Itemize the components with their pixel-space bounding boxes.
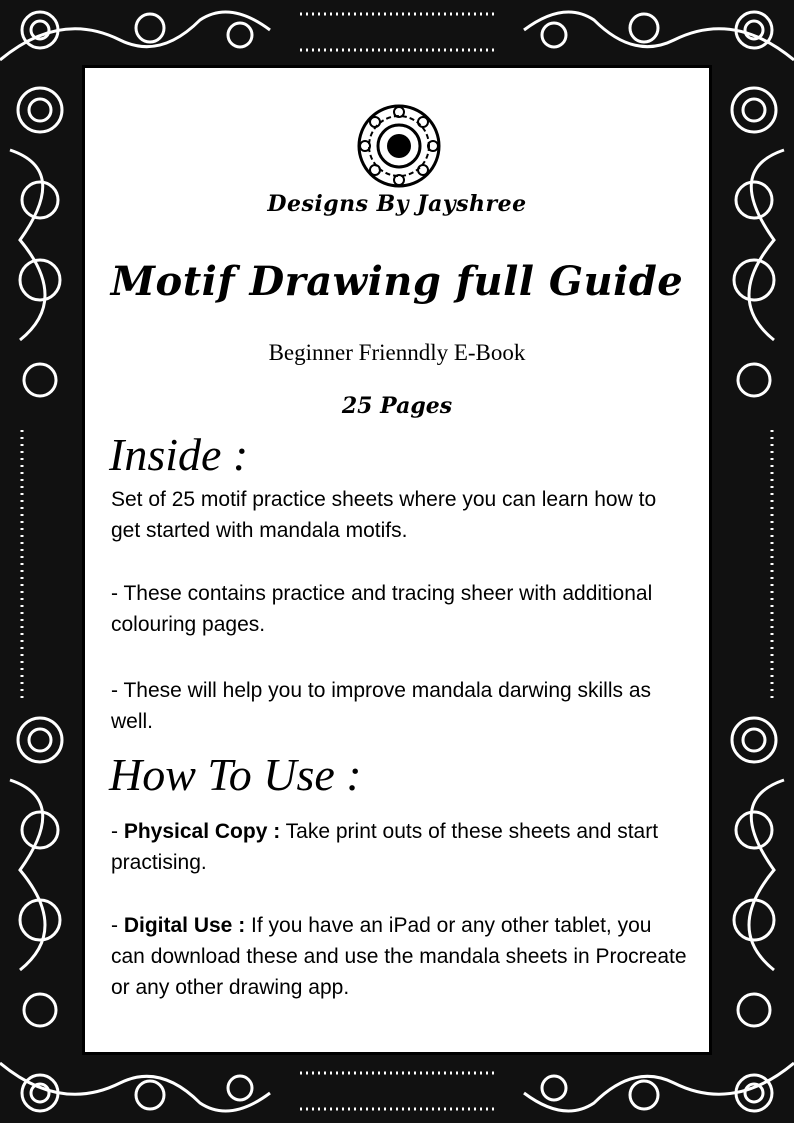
digital-prefix: - (111, 914, 124, 937)
physical-copy-paragraph (111, 816, 691, 878)
inside-paragraph-3: - These will help you to improve mandala darwing skills as well. (111, 679, 652, 733)
digital-use-label: Digital Use : (123, 914, 246, 937)
physical-prefix: - (111, 820, 124, 843)
inside-paragraph-2: - These contains practice and tracing sheer with additional colouring pages. (111, 582, 653, 636)
mandala-logo-icon (356, 103, 442, 189)
inside-paragraph-1: Set of 25 motif practice sheets where you can learn how to get started with mandala motifs. (111, 488, 657, 542)
inside-heading: Inside : (109, 429, 249, 480)
subtitle: Beginner Frienndly E-Book (268, 340, 526, 365)
content-panel (82, 65, 712, 1055)
physical-copy-label: Physical Copy : (123, 820, 281, 843)
physical-copy-text: Take print outs of these sheets and start practising. (111, 820, 659, 874)
brand-name: Designs By Jayshree (267, 191, 527, 217)
digital-use-paragraph (111, 910, 691, 1003)
page-count: 25 Pages (341, 393, 453, 419)
page-title: Motif Drawing full Guide (110, 258, 684, 305)
digital-use-text: If you have an iPad or any other tablet, you can download these and use the mandala sheets in Procreate or any other drawing app. (111, 914, 687, 999)
how-to-use-heading: How To Use : (109, 749, 362, 800)
